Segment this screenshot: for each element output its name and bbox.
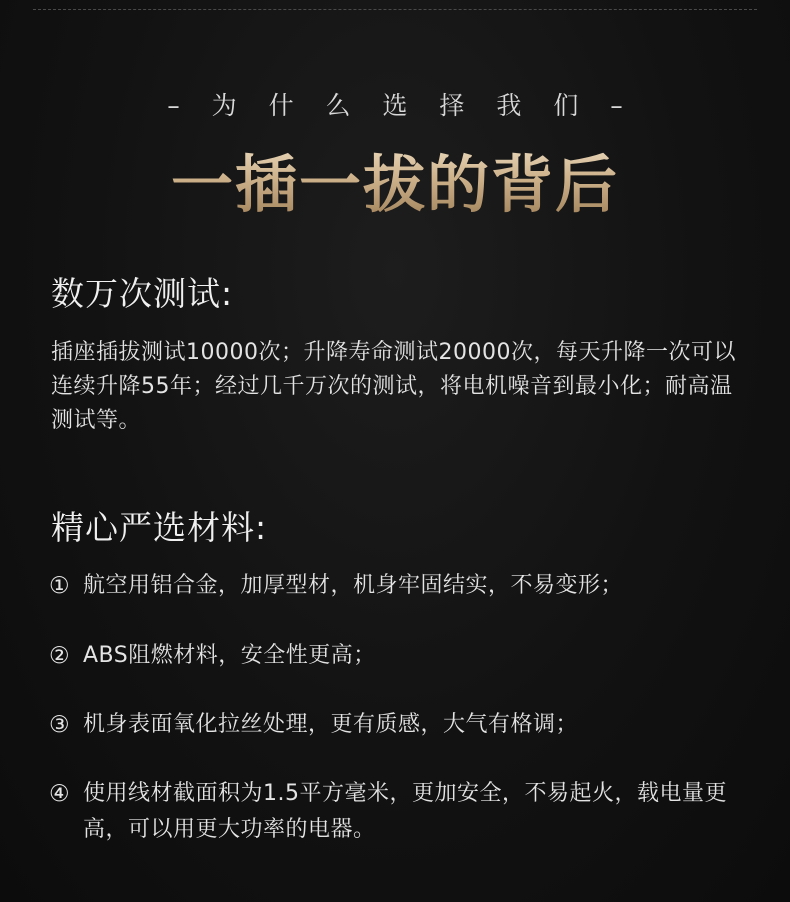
circled-number-1: ① bbox=[49, 573, 70, 599]
list-item-text: 使用线材截面积为1.5平方毫米，更加安全，不易起火，载电量更高，可以用更大功率的电器。 bbox=[83, 781, 727, 842]
section-title-testing: 数万次测试: bbox=[51, 274, 234, 313]
materials-list-item bbox=[49, 638, 749, 674]
materials-list-item bbox=[49, 568, 749, 604]
circled-number-3: ③ bbox=[49, 712, 70, 738]
circled-number-4: ④ bbox=[49, 781, 70, 807]
top-divider bbox=[33, 9, 757, 10]
list-item-text: ABS阻燃材料，安全性更高； bbox=[83, 643, 376, 668]
materials-list-item bbox=[49, 776, 749, 848]
headline: 一插一拔的背后 bbox=[0, 135, 790, 224]
testing-paragraph: 插座插拔测试10000次；升降寿命测试20000次，每天升降一次可以连续升降55年；经过几千万次的测试，将电机噪音到最小化；耐高温测试等。 bbox=[51, 340, 736, 433]
circled-number-2: ② bbox=[49, 643, 70, 669]
section-title-materials: 精心严选材料: bbox=[51, 508, 268, 547]
list-item-text: 机身表面氧化拉丝处理，更有质感，大气有格调； bbox=[83, 712, 579, 737]
list-item-text: 航空用铝合金，加厚型材，机身牢固结实，不易变形； bbox=[83, 573, 624, 598]
eyebrow-title: – 为 什 么 选 择 我 们 – bbox=[167, 91, 635, 120]
materials-list-item bbox=[49, 707, 749, 743]
